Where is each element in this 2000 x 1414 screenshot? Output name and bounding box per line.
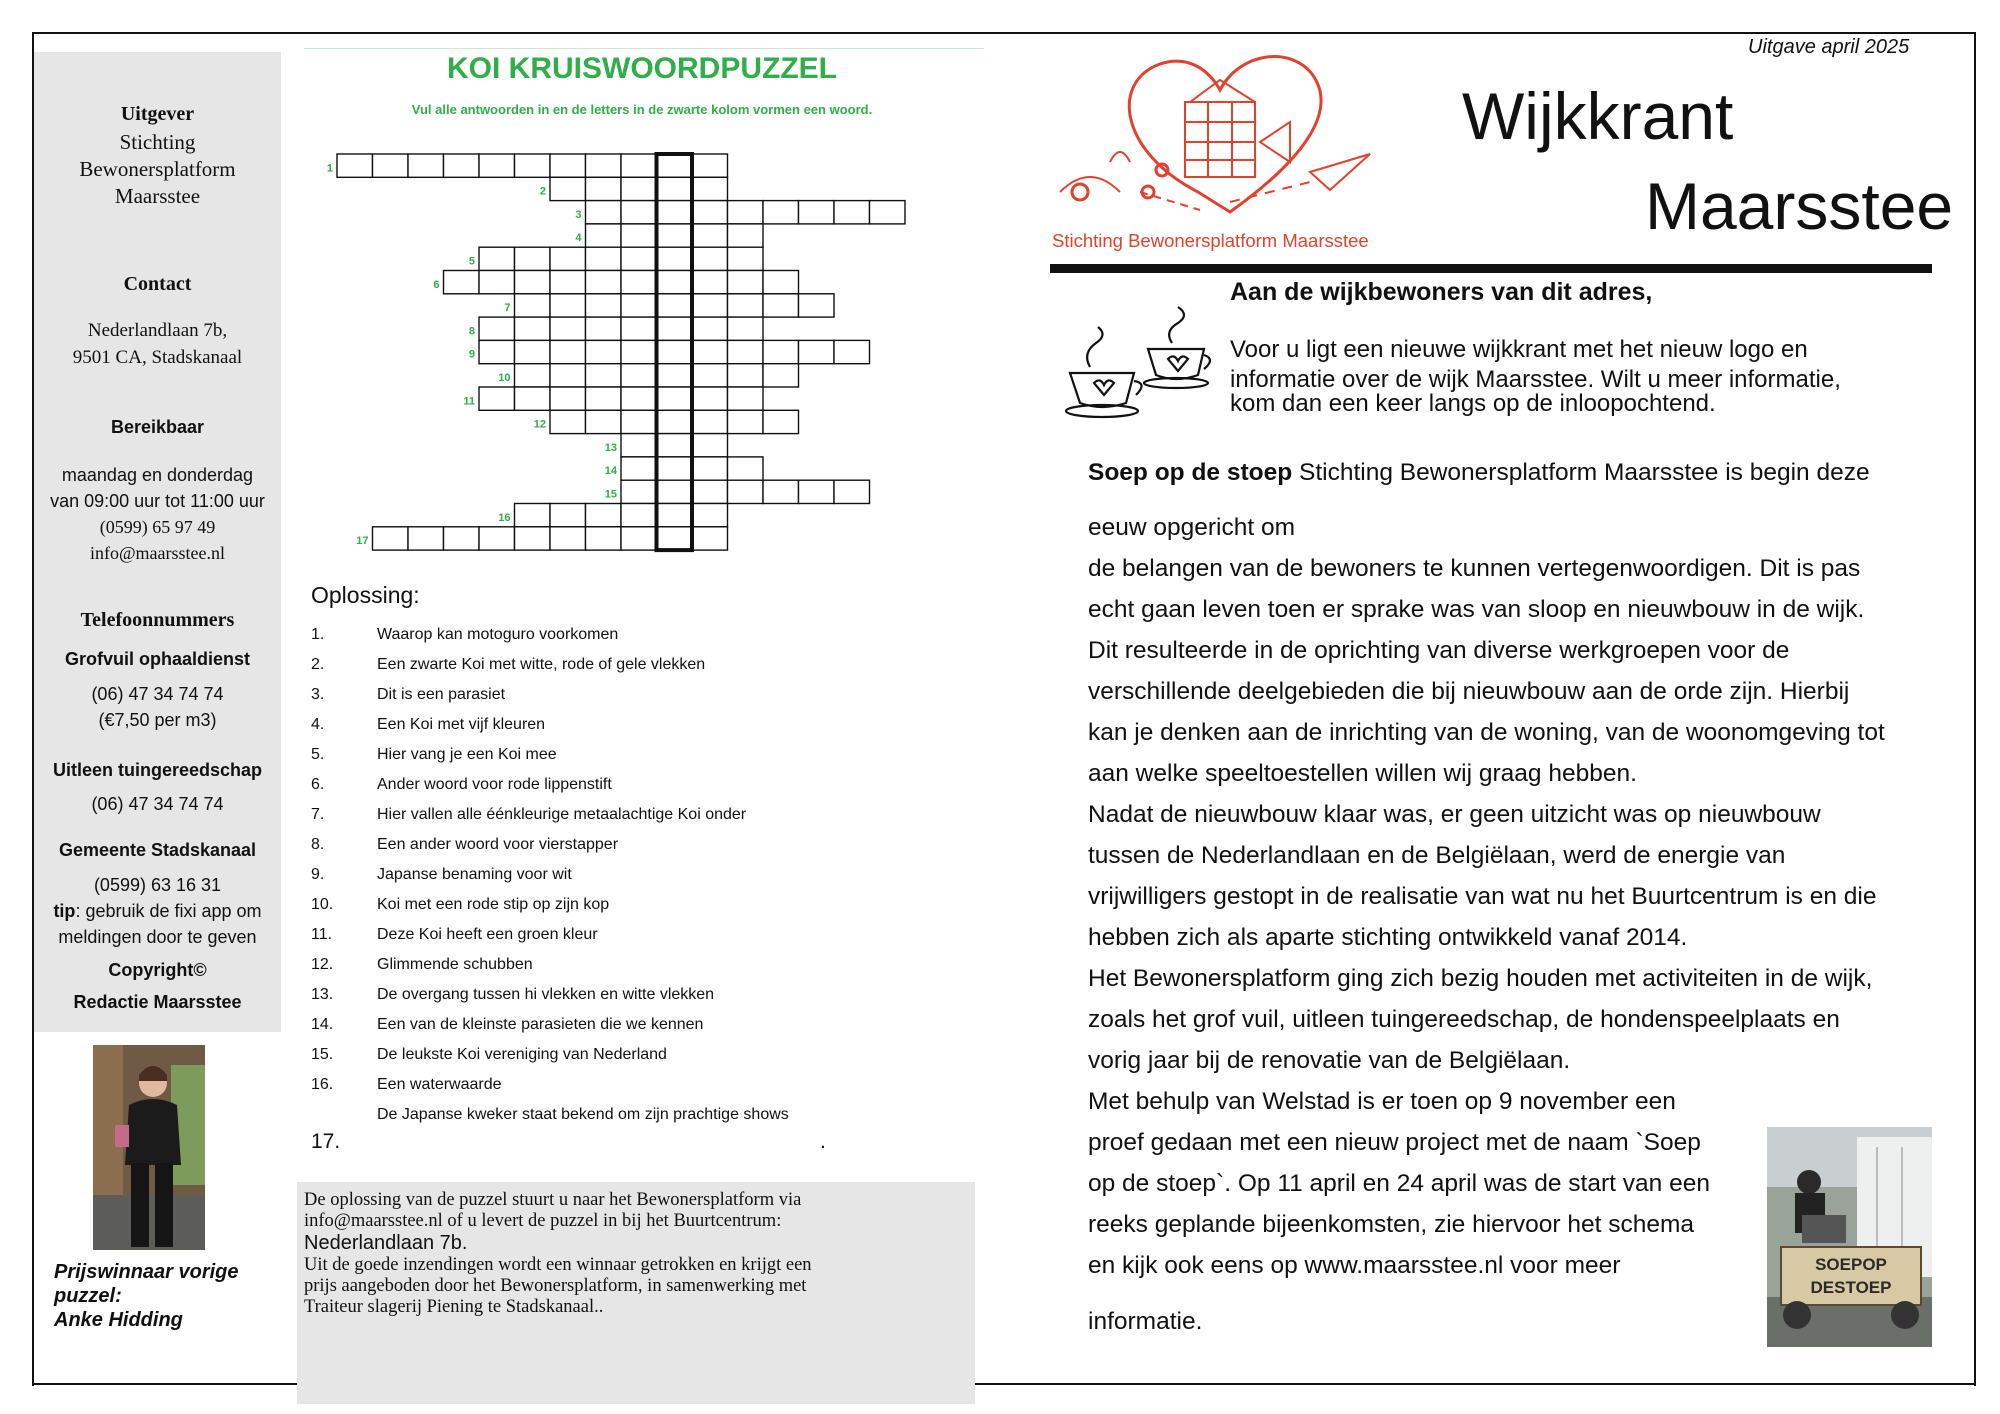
crossword-cell[interactable]	[692, 504, 728, 527]
clue-text: De overgang tussen hi vlekken en witte vlekken	[377, 986, 715, 1003]
crossword-cell[interactable]	[657, 317, 693, 340]
crossword-cell[interactable]	[728, 457, 764, 480]
clue-text: Glimmende schubben	[377, 956, 533, 973]
article-line: proef gedaan met een nieuw project met de naam `Soep	[1088, 1129, 1701, 1156]
clue-item	[311, 830, 911, 860]
crossword-row-number: 2	[539, 185, 546, 198]
clue-item	[311, 920, 911, 950]
clue-item	[311, 980, 911, 1010]
municipality-info	[34, 872, 281, 950]
crossword-cell[interactable]	[479, 271, 515, 294]
winner-label: Prijswinnaar vorige puzzel:	[54, 1261, 239, 1307]
crossword-cell[interactable]	[657, 224, 693, 247]
clue-number: 4.	[311, 716, 325, 733]
article-line: verschillende deelgebieden die bij nieuwbouw aan de orde zijn. Hierbij	[1088, 678, 1850, 705]
clue-number: 5.	[311, 746, 325, 763]
clue-item	[311, 1100, 911, 1130]
crossword-row-number: 13	[604, 441, 617, 454]
article-line: Nadat de nieuwbouw klaar was, er geen uitzicht was op nieuwbouw	[1088, 801, 1821, 828]
clue-number: 15.	[311, 1046, 334, 1063]
article-line: reeks geplande bijeenkomsten, zie hiervoor het schema	[1088, 1211, 1695, 1238]
crossword-cell[interactable]	[515, 387, 551, 410]
crossword-cell[interactable]	[692, 410, 728, 433]
crossword-cell[interactable]	[692, 201, 728, 224]
coffee-cups-icon	[1064, 303, 1214, 423]
soep-op-de-stoep-photo	[1767, 1127, 1932, 1347]
clue-text: Dit is een parasiet	[377, 686, 506, 703]
intro-line: informatie over de wijk Maarsstee. Wilt u meer informatie,	[1230, 366, 1841, 393]
article-line: en kijk ook eens op www.maarsstee.nl voor meer	[1088, 1252, 1621, 1279]
crossword-cell[interactable]	[657, 340, 693, 363]
crossword-cell[interactable]	[763, 410, 799, 433]
submission-line: prijs aangeboden door het Bewonersplatform, in samenwerking met	[304, 1276, 807, 1296]
crossword-cell[interactable]	[550, 527, 586, 550]
clue-text: Hier vang je een Koi mee	[377, 746, 557, 763]
reachable-info	[34, 462, 281, 566]
clue-number: 3.	[311, 686, 325, 703]
crossword-cell[interactable]	[479, 317, 515, 340]
crossword-cell[interactable]	[515, 364, 551, 387]
submission-line: Nederlandlaan 7b.	[304, 1232, 468, 1254]
crossword-cell[interactable]	[337, 154, 373, 177]
crossword-cell[interactable]	[692, 177, 728, 200]
crossword-row-number: 14	[604, 465, 617, 478]
crossword-row-number: 1	[326, 162, 333, 175]
crossword-cell[interactable]	[657, 457, 693, 480]
copyright-block	[34, 954, 281, 1018]
crossword-cell[interactable]	[657, 364, 693, 387]
crossword-cell[interactable]	[621, 177, 657, 200]
crossword-cell[interactable]	[621, 527, 657, 550]
crossword-cell[interactable]	[550, 154, 586, 177]
crossword-cell[interactable]	[799, 340, 835, 363]
crossword-cell[interactable]	[834, 480, 870, 503]
article-line: kan je denken aan de inrichting van de woning, van de woonomgeving tot	[1088, 719, 1885, 746]
crossword-cell[interactable]	[692, 247, 728, 270]
crossword-cell[interactable]	[763, 201, 799, 224]
heart-logo	[1050, 42, 1430, 232]
page-border-right	[1974, 32, 1976, 1386]
crossword-cell[interactable]	[692, 527, 728, 550]
crossword-cell[interactable]	[515, 247, 551, 270]
crossword-cell[interactable]	[621, 271, 657, 294]
phones-heading: Telefoonnummers	[80, 609, 235, 631]
crossword-cell[interactable]	[621, 504, 657, 527]
crossword-row-number: 4	[575, 232, 582, 245]
crossword-cell[interactable]	[621, 294, 657, 317]
intro-line: Voor u ligt een nieuwe wijkkrant met het nieuw logo en	[1230, 336, 1808, 363]
clue-text: Koi met een rode stip op zijn kop	[377, 896, 610, 913]
crossword-cell[interactable]	[657, 271, 693, 294]
clue-item	[311, 650, 911, 680]
submission-text	[304, 1190, 972, 1318]
crossword-cell[interactable]	[692, 154, 728, 177]
article-line: vorig jaar bij de renovatie van de Belgiëlaan.	[1088, 1047, 1571, 1074]
crossword-cell[interactable]	[550, 247, 586, 270]
crossword-cell[interactable]	[586, 364, 622, 387]
tip-text: : gebruik de fixi app om	[75, 901, 262, 921]
crossword-cell[interactable]	[657, 247, 693, 270]
crossword-cell[interactable]	[692, 340, 728, 363]
crossword-cell[interactable]	[550, 317, 586, 340]
crossword-row-number: 3	[575, 208, 582, 221]
crossword-cell[interactable]	[586, 224, 622, 247]
crossword-cell[interactable]	[657, 480, 693, 503]
crossword-cell[interactable]	[621, 154, 657, 177]
crossword-cell[interactable]	[657, 387, 693, 410]
crossword-cell[interactable]	[550, 504, 586, 527]
clue-text: Een waterwaarde	[377, 1076, 502, 1093]
clue-item	[311, 1010, 911, 1040]
crossword-cell[interactable]	[621, 410, 657, 433]
clue-item	[311, 1040, 911, 1070]
grofvuil-heading: Grofvuil ophaaldienst	[64, 649, 251, 669]
crossword-cell[interactable]	[515, 154, 551, 177]
crossword-cell[interactable]	[763, 271, 799, 294]
crossword-cell[interactable]	[728, 317, 764, 340]
clue-item	[311, 800, 911, 830]
crossword-cell[interactable]	[728, 364, 764, 387]
clue-number: 11.	[311, 926, 333, 943]
clue-number: 14.	[311, 1016, 334, 1033]
crossword-cell[interactable]	[657, 294, 693, 317]
crossword-cell[interactable]	[479, 527, 515, 550]
crossword-cell[interactable]	[692, 317, 728, 340]
crossword-cell[interactable]	[550, 364, 586, 387]
masthead-rule	[1050, 264, 1932, 273]
crossword-cell[interactable]	[586, 340, 622, 363]
municipality-phone: (0599) 63 16 31	[93, 875, 222, 895]
crossword-cell[interactable]	[408, 527, 444, 550]
question-17-label: 17.	[311, 1130, 341, 1153]
crossword-row-number: 16	[498, 511, 511, 524]
clue-text: Een zwarte Koi met witte, rode of gele vlekken	[377, 656, 706, 673]
question-17-end: .	[820, 1130, 826, 1153]
newspaper-title-line2: Maarsstee	[1645, 169, 1954, 243]
logo-caption: Stichting Bewonersplatform Maarsstee	[1052, 230, 1369, 251]
contact-address	[34, 317, 281, 371]
crossword-cell[interactable]	[550, 271, 586, 294]
crossword-cell[interactable]	[586, 387, 622, 410]
crossword-row-number: 9	[468, 348, 475, 361]
clue-item	[311, 710, 911, 740]
submission-line: info@maarsstee.nl of u levert de puzzel in bij het Buurtcentrum:	[304, 1211, 782, 1231]
puzzle-subtitle: Vul alle antwoorden in en de letters in de zwarte kolom vormen een woord.	[411, 102, 873, 117]
article-heading: Soep op de stoep	[1088, 459, 1293, 486]
intro-line: kom dan een keer langs op de inloopochtend.	[1230, 390, 1716, 417]
crossword-row-number: 6	[433, 278, 440, 291]
submission-line: De oplossing van de puzzel stuurt u naar het Bewonersplatform via	[304, 1190, 802, 1210]
clue-item	[311, 860, 911, 890]
crossword-cell[interactable]	[550, 294, 586, 317]
crossword-cell[interactable]	[586, 247, 622, 270]
page-border-top	[32, 32, 1976, 34]
photo-sign-line1: SOEPOP	[1815, 1255, 1887, 1274]
clue-item	[311, 890, 911, 920]
article-line: eeuw opgericht om	[1088, 514, 1296, 541]
crossword-cell[interactable]	[373, 527, 409, 550]
crossword-cell[interactable]	[621, 364, 657, 387]
winner-photo	[93, 1045, 205, 1250]
crossword-cell[interactable]	[515, 504, 551, 527]
address-line: Nederlandlaan 7b,	[87, 320, 228, 341]
crossword-cell[interactable]	[728, 247, 764, 270]
publisher-line: Bewonersplatform	[79, 157, 236, 181]
grofvuil-info	[34, 681, 281, 733]
crossword-cell[interactable]	[586, 504, 622, 527]
intro-text	[1230, 335, 1930, 419]
crossword-cell[interactable]	[621, 387, 657, 410]
crossword-cell[interactable]	[657, 434, 693, 457]
crossword-cell[interactable]	[657, 177, 693, 200]
crossword-cell[interactable]	[373, 154, 409, 177]
submission-line: Traiteur slagerij Piening te Stadskanaal..	[304, 1297, 604, 1317]
crossword-cell[interactable]	[444, 527, 480, 550]
clue-item	[311, 680, 911, 710]
crossword-cell[interactable]	[621, 247, 657, 270]
article-line: de belangen van de bewoners te kunnen vertegenwoordigen. Dit is pas	[1088, 555, 1861, 582]
crossword-cell[interactable]	[657, 527, 693, 550]
clue-number: 10.	[311, 896, 334, 913]
crossword-cell[interactable]	[621, 480, 657, 503]
clue-number: 13.	[311, 986, 334, 1003]
crossword-cell[interactable]	[692, 294, 728, 317]
clue-text: Hier vallen alle éénkleurige metaalachtige Koi onder	[377, 806, 747, 823]
crossword-cell[interactable]	[799, 480, 835, 503]
crossword-cell[interactable]	[408, 154, 444, 177]
crossword-cell[interactable]	[728, 294, 764, 317]
article-line: Met behulp van Welstad is er toen op 9 november een	[1088, 1088, 1676, 1115]
article-line: Het Bewonersplatform ging zich bezig houden met activiteiten in de wijk,	[1088, 965, 1873, 992]
crossword-row-number: 8	[468, 325, 475, 338]
clue-number: 9.	[311, 866, 325, 883]
article-line: tussen de Nederlandlaan en de Belgiëlaan, werd de energie van	[1088, 842, 1786, 869]
clue-number: 2.	[311, 656, 325, 673]
crossword-cell[interactable]	[621, 317, 657, 340]
clue-item	[311, 950, 911, 980]
crossword-cell[interactable]	[657, 410, 693, 433]
puzzle-title: KOI KRUISWOORDPUZZEL	[447, 52, 837, 85]
crossword-row-number: 11	[463, 395, 475, 408]
edition-date: Uitgave april 2025	[1748, 36, 1910, 58]
publisher-line: Maarsstee	[114, 184, 201, 208]
clue-text: Een van de kleinste parasieten die we kennen	[377, 1016, 704, 1033]
clue-text: Deze Koi heeft een groen kleur	[377, 926, 598, 943]
crossword-grid[interactable]	[302, 148, 982, 558]
clue-text: De leukste Koi vereniging van Nederland	[377, 1046, 667, 1063]
clue-item	[311, 1070, 911, 1100]
article-line: hebben zich als aparte stichting ontwikkeld vanaf 2014.	[1088, 924, 1688, 951]
article-line-text: Stichting Bewonersplatform Maarsstee is begin deze	[1292, 459, 1870, 486]
crossword-cell[interactable]	[763, 364, 799, 387]
article-line: Dit resulteerde in de oprichting van diverse werkgroepen voor de	[1088, 637, 1790, 664]
crossword-cell[interactable]	[692, 434, 728, 457]
greeting: Aan de wijkbewoners van dit adres,	[1230, 278, 1653, 306]
clue-number: 7.	[311, 806, 325, 823]
crossword-cell[interactable]	[657, 201, 693, 224]
crossword-cell[interactable]	[550, 340, 586, 363]
clue-item	[311, 740, 911, 770]
crossword-cell[interactable]	[479, 247, 515, 270]
clue-number: 8.	[311, 836, 325, 853]
crossword-cell[interactable]	[657, 154, 693, 177]
clue-number: 16.	[311, 1076, 334, 1093]
clue-text: Een Koi met vijf kleuren	[377, 716, 546, 733]
contact-sidebar	[34, 52, 281, 1032]
crossword-cell[interactable]	[586, 271, 622, 294]
publisher-name	[34, 129, 281, 210]
crossword-cell[interactable]	[479, 340, 515, 363]
clue-text: Japanse benaming voor wit	[377, 866, 572, 883]
crossword-row-number: 10	[498, 372, 511, 384]
article-line: op de stoep`. Op 11 april en 24 april was de start van een	[1088, 1170, 1710, 1197]
crossword-cell[interactable]	[586, 177, 622, 200]
article-line: aan welke speeltoestellen willen wij graag hebben.	[1088, 760, 1637, 787]
address-line: 9501 CA, Stadskanaal	[72, 347, 243, 368]
crossword-cell[interactable]	[586, 294, 622, 317]
crossword-cell[interactable]	[692, 364, 728, 387]
clue-item	[311, 770, 911, 800]
clue-number: 1.	[311, 626, 325, 643]
crossword-cell[interactable]	[799, 294, 835, 317]
crossword-cell[interactable]	[728, 480, 764, 503]
article-line: zoals het grof vuil, uitleen tuingereedschap, de hondenspeelplaats en	[1088, 1006, 1840, 1033]
reachable-hours: van 09:00 uur tot 11:00 uur	[50, 491, 265, 511]
crossword-cell[interactable]	[621, 340, 657, 363]
crossword-cell[interactable]	[728, 224, 764, 247]
crossword-cell[interactable]	[728, 201, 764, 224]
crossword-cell[interactable]	[692, 457, 728, 480]
copyright: Copyright©	[108, 960, 207, 980]
article-line: informatie.	[1088, 1308, 1203, 1335]
crossword-cell[interactable]	[479, 387, 515, 410]
crossword-cell[interactable]	[692, 224, 728, 247]
photo-sign-line2: DESTOEP	[1810, 1278, 1892, 1297]
crossword-cell[interactable]	[515, 271, 551, 294]
reachable-days: maandag en donderdag	[61, 465, 254, 485]
crossword-cell[interactable]	[479, 154, 515, 177]
tools-heading: Uitleen tuingereedschap	[52, 760, 263, 780]
crossword-cell[interactable]	[763, 340, 799, 363]
publisher-heading: Uitgever	[120, 103, 195, 125]
crossword-cell[interactable]	[621, 224, 657, 247]
reachable-phone: (0599) 65 97 49	[99, 517, 216, 537]
contact-heading: Contact	[123, 273, 192, 295]
grofvuil-price: (€7,50 per m3)	[98, 710, 217, 730]
crossword-cell[interactable]	[728, 340, 764, 363]
crossword-cell[interactable]	[586, 317, 622, 340]
redaction: Redactie Maarsstee	[73, 992, 242, 1012]
tip-line	[34, 898, 281, 924]
grofvuil-phone: (06) 47 34 74 74	[91, 684, 224, 704]
crossword-cell[interactable]	[586, 201, 622, 224]
crossword-cell[interactable]	[550, 410, 586, 433]
crossword-cell[interactable]	[728, 271, 764, 294]
crossword-cell[interactable]	[586, 527, 622, 550]
article-line: echt gaan leven toen er sprake was van sloop en nieuwbouw in de wijk.	[1088, 596, 1865, 623]
crossword-cell[interactable]	[444, 271, 480, 294]
crossword-cell[interactable]	[657, 504, 693, 527]
crossword-cell[interactable]	[621, 201, 657, 224]
crossword-cell[interactable]	[728, 410, 764, 433]
crossword-cell[interactable]	[550, 177, 586, 200]
crossword-cell[interactable]	[515, 294, 551, 317]
crossword-cell[interactable]	[515, 340, 551, 363]
crossword-cell[interactable]	[621, 457, 657, 480]
crossword-cell[interactable]	[692, 387, 728, 410]
clue-item	[311, 620, 911, 650]
tip-label: tip	[53, 901, 76, 921]
solution-label: Oplossing:	[311, 582, 420, 608]
clue-text: Waarop kan motoguro voorkomen	[377, 626, 619, 643]
prize-winner	[54, 1260, 284, 1332]
crossword-cell[interactable]	[834, 340, 870, 363]
crossword-row-number: 5	[468, 255, 475, 268]
clue-text: De Japanse kweker staat bekend om zijn prachtige shows	[377, 1106, 789, 1123]
clue-text: Ander woord voor rode lippenstift	[377, 776, 612, 793]
crossword-cell[interactable]	[550, 387, 586, 410]
article-line: vrijwilligers gestopt in de realisatie van wat nu het Buurtcentrum is en die	[1088, 883, 1877, 910]
puzzle-top-rule	[304, 48, 984, 49]
publisher-line: Stichting	[119, 130, 196, 154]
municipality-heading: Gemeente Stadskanaal	[58, 840, 257, 860]
crossword-row-number: 12	[533, 418, 546, 431]
crossword-row-number: 15	[604, 488, 617, 501]
reachable-heading: Bereikbaar	[110, 417, 205, 437]
crossword-cell[interactable]	[763, 294, 799, 317]
crossword-cell[interactable]	[515, 317, 551, 340]
clue-number: 6.	[311, 776, 325, 793]
article-line	[1088, 459, 1870, 487]
clue-text: Een ander woord voor vierstapper	[377, 836, 619, 853]
crossword-cell[interactable]	[586, 410, 622, 433]
crossword-cell[interactable]	[799, 201, 835, 224]
crossword-cell[interactable]	[763, 480, 799, 503]
tip-text-2: meldingen door te geven	[58, 927, 257, 947]
clue-number: 12.	[311, 956, 334, 973]
crossword-cell[interactable]	[692, 271, 728, 294]
reachable-email: info@maarsstee.nl	[89, 543, 226, 563]
crossword-cell[interactable]	[728, 387, 764, 410]
newspaper-title-line1: Wijkkrant	[1462, 79, 1734, 153]
tools-phone: (06) 47 34 74 74	[91, 794, 224, 814]
crossword-cell[interactable]	[621, 434, 657, 457]
crossword-cell[interactable]	[586, 154, 622, 177]
winner-name: Anke Hidding	[54, 1309, 183, 1331]
crossword-cell[interactable]	[870, 201, 906, 224]
crossword-cell[interactable]	[692, 480, 728, 503]
crossword-cell[interactable]	[444, 154, 480, 177]
crossword-cell[interactable]	[515, 527, 551, 550]
crossword-row-number: 17	[356, 535, 369, 548]
submission-line: Uit de goede inzendingen wordt een winnaar getrokken en krijgt een	[304, 1255, 812, 1275]
crossword-cell[interactable]	[834, 201, 870, 224]
crossword-row-number: 7	[504, 302, 511, 315]
